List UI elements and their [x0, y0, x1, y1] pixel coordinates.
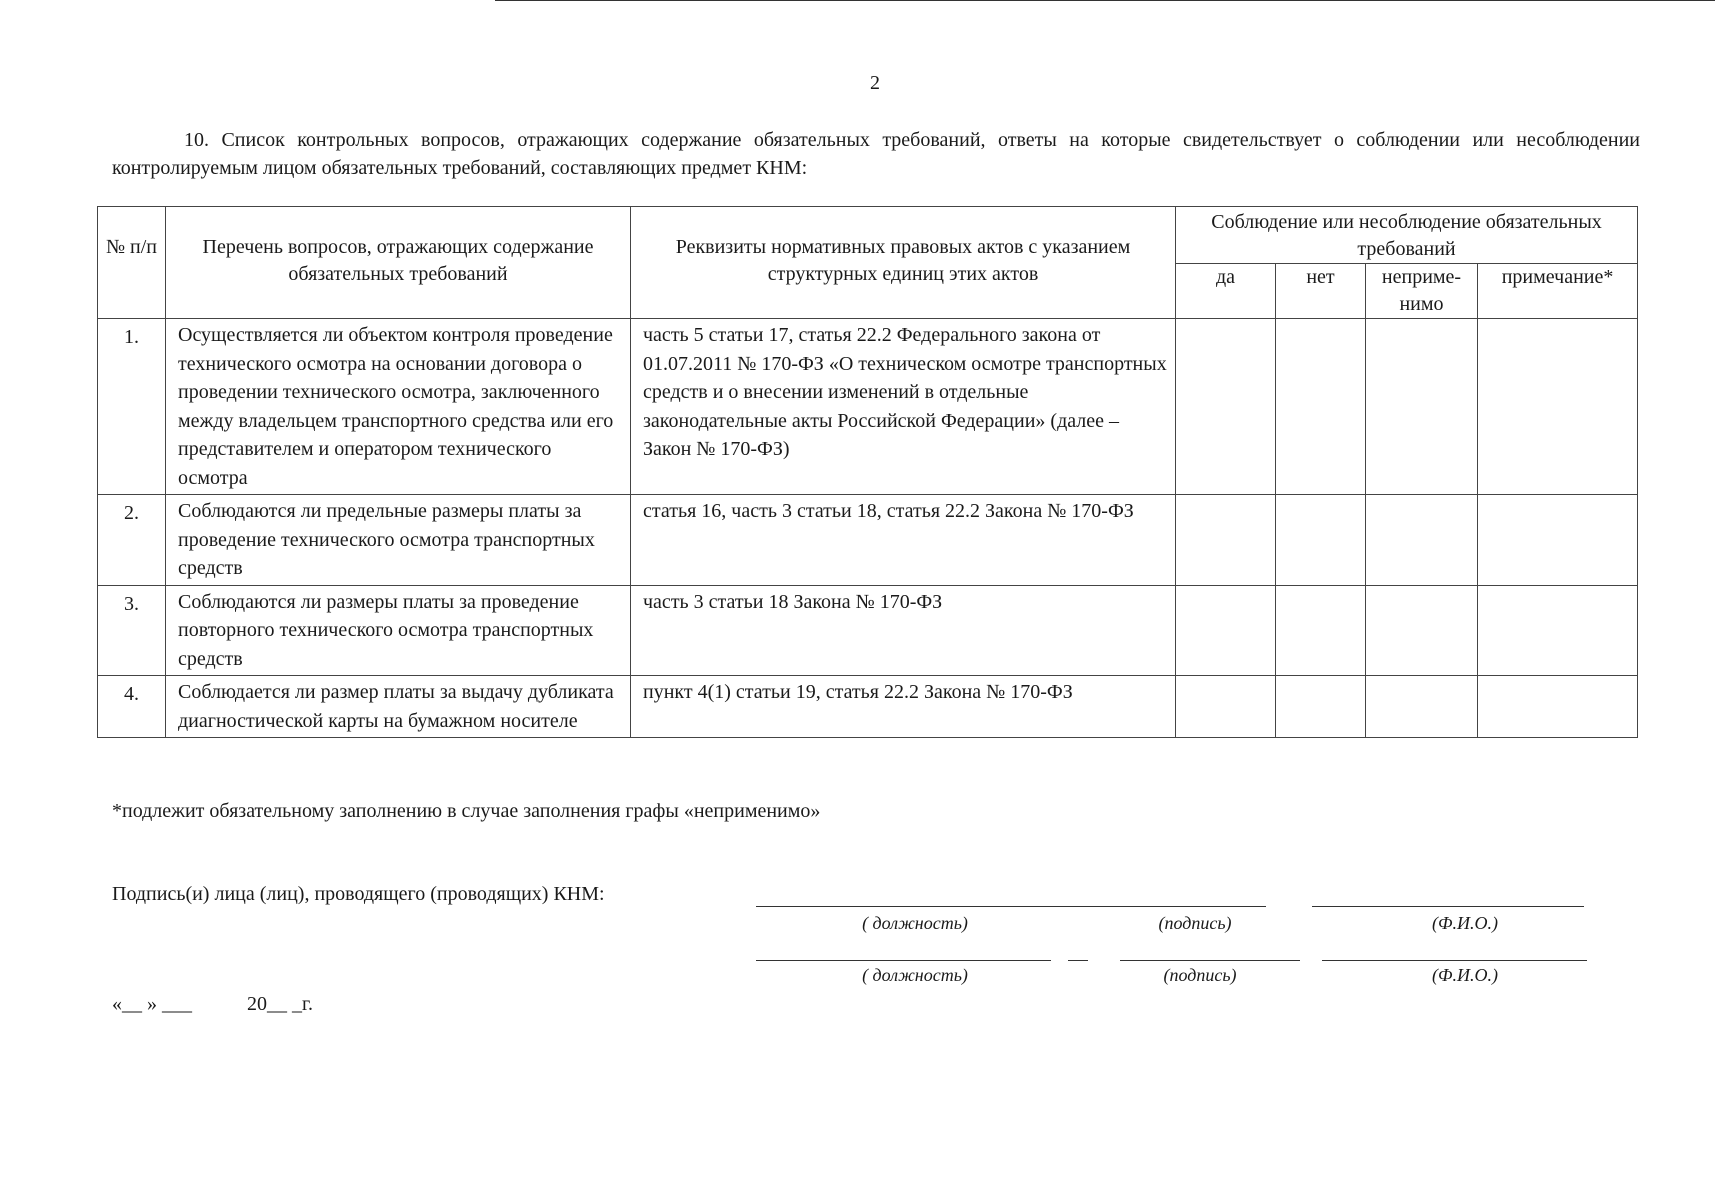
separator-line-2: [1068, 960, 1088, 961]
date-line[interactable]: «__ » ___ 20__ _г.: [112, 993, 313, 1015]
row-question: Соблюдаются ли размеры платы за проведение повторного технического осмотра транспортных средств: [166, 585, 631, 676]
cell-not-applicable[interactable]: [1366, 676, 1478, 738]
sign-caption-2: (подпись): [1163, 965, 1237, 985]
cell-not-applicable[interactable]: [1366, 495, 1478, 586]
row-num: 3.: [98, 585, 166, 676]
cell-not-applicable[interactable]: [1366, 319, 1478, 495]
cell-no[interactable]: [1276, 319, 1366, 495]
row-question: Осуществляется ли объектом контроля проведение технического осмотра на основании договора о проведении технического осмотра, заключенного между владельцем транспортного средства или его представителем и оператором технического осмотра: [166, 319, 631, 495]
cell-note[interactable]: [1478, 319, 1638, 495]
table-row: [98, 319, 1638, 495]
row-num: 1.: [98, 319, 166, 495]
checklist-table: [97, 206, 1638, 738]
cell-yes[interactable]: [1176, 676, 1276, 738]
row-num: 4.: [98, 676, 166, 738]
header-no: нет: [1276, 264, 1366, 319]
name-line-2[interactable]: [1322, 960, 1587, 961]
header-num: № п/п: [98, 207, 166, 319]
cell-note[interactable]: [1478, 676, 1638, 738]
header-compliance-group: Соблюдение или несоблюдение обязательных требований: [1176, 207, 1638, 264]
row-num: 2.: [98, 495, 166, 586]
cell-note[interactable]: [1478, 585, 1638, 676]
signature-label: Подпись(и) лица (лиц), проводящего (проводящих) КНМ:: [112, 883, 605, 905]
footnote: *подлежит обязательному заполнению в случае заполнения графы «неприменимо»: [112, 800, 821, 822]
top-rule: [495, 0, 1715, 1]
position-line-2[interactable]: [756, 960, 1051, 961]
header-not-applicable: неприме-нимо: [1366, 264, 1478, 319]
cell-yes[interactable]: [1176, 585, 1276, 676]
page-number: 2: [870, 72, 880, 94]
position-line-1[interactable]: [756, 906, 1266, 907]
row-requisites: пункт 4(1) статьи 19, статья 22.2 Закона № 170-ФЗ: [631, 676, 1176, 738]
header-row: [98, 207, 1638, 264]
row-requisites: часть 5 статьи 17, статья 22.2 Федерального закона от 01.07.2011 № 170-ФЗ «О техническом осмотре транспортных средств и о внесении изменений в отдельные законодательные акты Российской Федерации» (далее – Закон № 170-ФЗ): [631, 319, 1176, 495]
name-caption-2: (Ф.И.О.): [1432, 965, 1498, 985]
cell-no[interactable]: [1276, 585, 1366, 676]
header-yes: да: [1176, 264, 1276, 319]
row-question: Соблюдаются ли предельные размеры платы за проведение технического осмотра транспортных средств: [166, 495, 631, 586]
name-line-1[interactable]: [1312, 906, 1584, 907]
sign-caption-1: (подпись): [1158, 913, 1232, 933]
header-requisites: Реквизиты нормативных правовых актов с указанием структурных единиц этих актов: [631, 207, 1176, 319]
section-intro: 10. Список контрольных вопросов, отражающих содержание обязательных требований, ответы на которые свидетельствует о соблюдении или несоблюдении контролируемым лицом обязательных требований, составляющих предмет КНМ:: [112, 129, 1640, 179]
position-caption-1: ( должность): [862, 913, 968, 933]
table-row: [98, 495, 1638, 586]
cell-no[interactable]: [1276, 495, 1366, 586]
cell-yes[interactable]: [1176, 319, 1276, 495]
cell-not-applicable[interactable]: [1366, 585, 1478, 676]
row-requisites: статья 16, часть 3 статьи 18, статья 22.2 Закона № 170-ФЗ: [631, 495, 1176, 586]
table-row: [98, 585, 1638, 676]
header-note: примечание*: [1478, 264, 1638, 319]
name-caption-1: (Ф.И.О.): [1432, 913, 1498, 933]
sign-line-2[interactable]: [1120, 960, 1300, 961]
position-caption-2: ( должность): [862, 965, 968, 985]
header-questions: Перечень вопросов, отражающих содержание обязательных требований: [166, 207, 631, 319]
table-row: [98, 676, 1638, 738]
cell-yes[interactable]: [1176, 495, 1276, 586]
row-requisites: часть 3 статьи 18 Закона № 170-ФЗ: [631, 585, 1176, 676]
cell-no[interactable]: [1276, 676, 1366, 738]
row-question: Соблюдается ли размер платы за выдачу дубликата диагностической карты на бумажном носителе: [166, 676, 631, 738]
cell-note[interactable]: [1478, 495, 1638, 586]
